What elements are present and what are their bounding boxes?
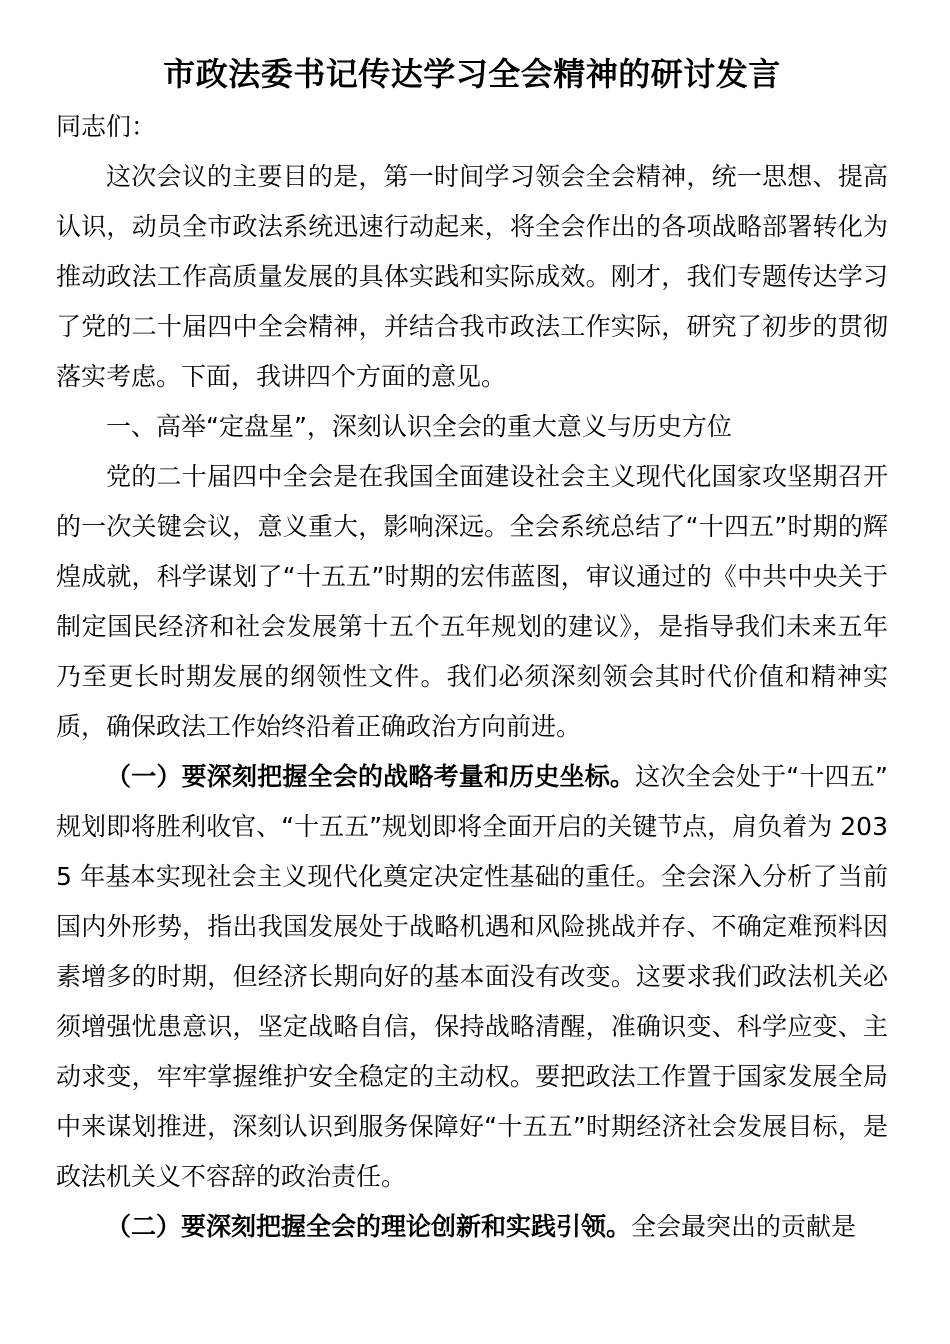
opening-paragraph: 这次会议的主要目的是，第一时间学习领会全会精神，统一思想、提高认识，动员全市政法系统迅速行动起来，将全会作出的各项战略部署转化为推动政法工作高质量发展的具体实践和实际成效。刚才，我们专题传达学习了党的二十届四中全会精神，并结合我市政法工作实际，研究了初步的贯彻落实考虑。下面，我讲四个方面的意见。 — [56, 162, 888, 391]
section-one-body-paragraph: 党的二十届四中全会是在我国全面建设社会主义现代化国家攻坚期召开的一次关键会议，意义重大，影响深远。全会系统总结了“十四五”时期的辉煌成就，科学谋划了“十五五”时期的宏伟蓝图，审议通过的《中共中央关于制定国民经济和社会发展第十五个五年规划的建议》，是指导我们未来五年乃至更长时期发展的纲领性文件。我们必须深刻领会其时代价值和精神实质，确保政法工作始终沿着正确政治方向前进。 — [56, 462, 888, 741]
subsection-two-lead: （二）要深刻把握全会的理论创新和实践引领。 — [106, 1212, 632, 1241]
page-title: 市政法委书记传达学习全会精神的研讨发言 — [163, 55, 781, 93]
subsection-one-paragraph — [56, 752, 888, 1202]
page-body — [56, 0, 888, 1252]
subsection-one-body: 这次全会处于“十四五”规划即将胜利收官、“十五五”规划即将全面开启的关键节点，肩负着为 2035 年基本实现社会主义现代化奠定决定性基础的重任。全会深入分析了当前国内外形势，指出我国发展处于战略机遇和风险挑战并存、不确定难预料因素增多的时期，但经济长期向好的基本面没有改变。这要求我们政法机关必须增强忧患意识，坚定战略自信，保持战略清醒，准确识变、科学应变、主动求变，牢牢掌握维护安全稳定的主动权。要把政法工作置于国家发展全局中来谋划推进，深刻认识到服务保障好“十五五”时期经济社会发展目标，是政法机关义不容辞的政治责任。 — [56, 762, 888, 1191]
subsection-two-body: 全会最突出的贡献是 — [631, 1212, 857, 1241]
subsection-two-paragraph — [56, 1202, 888, 1252]
salutation: 同志们： — [56, 112, 157, 141]
subsection-one-lead: （一）要深刻把握全会的战略考量和历史坐标。 — [106, 762, 636, 791]
section-heading-one: 一、高举“定盘星”，深刻认识全会的重大意义与历史方位 — [106, 412, 732, 441]
